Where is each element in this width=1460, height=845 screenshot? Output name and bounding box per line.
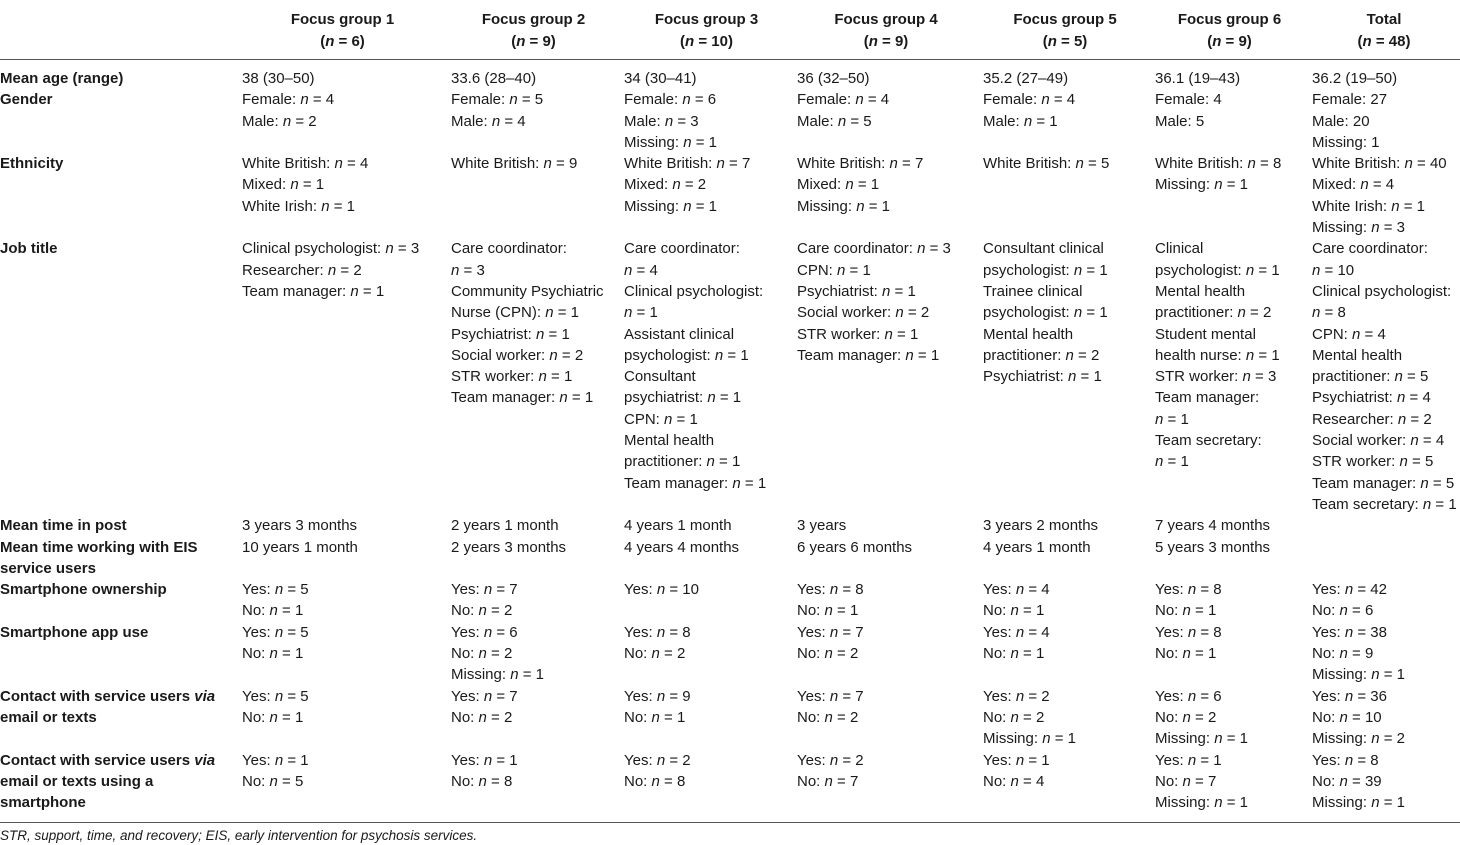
table-cell [1308,153,1460,238]
cell-line: 36 (32–50) [797,70,870,87]
cell-line: n = 1 [1155,453,1189,471]
cell-line: Team manager: n = 1 [242,282,385,300]
cell-line: Yes: n = 1 [983,751,1050,769]
table-cell [793,515,979,536]
cell-line: Team secretary: [1155,432,1262,450]
cell-line: No: n = 7 [797,772,859,790]
table-cell [620,537,793,580]
cell-line: Psychiatrist: n = 4 [1312,389,1431,407]
cell-line: n = 4 [624,261,658,279]
column-n: (n = 9) [863,32,909,50]
cell-line: Missing: n = 1 [1155,794,1248,812]
cell-line: STR worker: n = 5 [1312,453,1434,471]
cell-line: Missing: n = 1 [983,730,1076,748]
cell-line: White British: n = 5 [983,155,1110,173]
cell-line: Male: 20 [1312,112,1370,130]
column-header-2 [447,0,620,60]
cell-line: Researcher: n = 2 [242,261,362,279]
table-cell [979,750,1151,814]
table-cell [238,686,447,750]
cell-line: Missing: 1 [1312,133,1380,151]
column-header-3 [620,0,793,60]
table-cell [979,537,1151,580]
cell-line: Yes: n = 8 [1312,751,1379,769]
table-cell [979,60,1151,90]
cell-line: Female: n = 4 [797,91,890,109]
table-cell [1151,153,1308,238]
cell-line: Missing: n = 1 [797,197,890,215]
cell-line: No: n = 4 [983,772,1045,790]
cell-line: Consultant clinical [983,240,1104,258]
table-cell [620,686,793,750]
cell-line: Yes: n = 1 [1155,751,1222,769]
cell-line: practitioner: n = 1 [624,453,741,471]
cell-line: Missing: n = 1 [1312,666,1405,684]
cell-line: Mixed: n = 4 [1312,176,1395,194]
cell-line: Missing: n = 1 [1155,176,1248,194]
cell-line: Yes: n = 4 [983,581,1050,599]
cell-line: Missing: n = 1 [624,197,717,215]
table-bottom-rule [0,822,1460,823]
cell-line: Mixed: n = 2 [624,176,707,194]
column-header-1 [238,0,447,60]
cell-line: Student mental [1155,325,1256,343]
table-cell [447,515,620,536]
cell-line: CPN: n = 1 [624,410,698,428]
cell-line: Yes: n = 36 [1312,687,1387,705]
cell-line: Clinical psychologist: n = 3 [242,240,420,258]
cell-line: No: n = 1 [983,645,1045,663]
cell-line: White British: n = 9 [451,155,578,173]
table-cell [793,60,979,90]
table-row [0,238,1460,515]
cell-line: Yes: n = 42 [1312,581,1387,599]
cell-line: Female: n = 5 [451,91,544,109]
cell-line: 6 years 6 months [797,538,913,556]
table-cell [1308,537,1460,580]
column-header-5 [979,0,1151,60]
cell-line: Mixed: n = 1 [797,176,880,194]
cell-line: Male: n = 4 [451,112,526,130]
table-cell [1151,515,1308,536]
table-cell [238,515,447,536]
table-cell [1308,579,1460,622]
column-title: Focus group 1 [290,11,395,28]
table-cell [620,622,793,686]
column-n: (n = 10) [680,32,733,50]
cell-line: 35.2 (27–49) [983,70,1069,87]
cell-line: STR worker: n = 1 [797,325,919,343]
cell-line [1312,515,1460,536]
cell-line: Community Psychiatric [451,282,604,300]
cell-line: Female: 4 [1155,91,1222,109]
cell-line: Male: n = 3 [624,112,699,130]
cell-line: No: n = 8 [624,772,686,790]
cell-line: Yes: n = 8 [624,623,691,641]
cell-line: No: n = 8 [451,772,513,790]
cell-line: n = 1 [1155,410,1189,428]
table-cell [979,686,1151,750]
cell-line: 36.1 (19–43) [1155,70,1241,87]
table-cell [447,153,620,238]
table-row [0,89,1460,153]
table-cell [793,579,979,622]
cell-line: CPN: n = 1 [797,261,871,279]
table-cell [979,153,1151,238]
cell-line: White British: n = 7 [624,155,751,173]
table-cell [1308,622,1460,686]
cell-line: White British: n = 4 [242,155,369,173]
cell-line: Missing: n = 1 [451,666,544,684]
cell-line: Yes: n = 8 [797,581,864,599]
cell-line: No: n = 2 [1155,708,1217,726]
cell-line: Missing: n = 1 [1155,730,1248,748]
row-label: Mean age (range) [0,70,124,87]
cell-line: psychologist: n = 1 [983,304,1108,322]
table-cell [979,238,1151,515]
table-cell [979,89,1151,153]
cell-line: 4 years 1 month [624,517,732,535]
cell-line: Care coordinator: n = 3 [797,240,951,258]
table-row [0,515,1460,536]
cell-line: Mental health [624,432,715,450]
cell-line: psychologist: n = 1 [983,261,1108,279]
cell-line: Social worker: n = 2 [797,304,930,322]
table-cell [1151,238,1308,515]
table-row [0,153,1460,238]
cell-line: n = 8 [1312,304,1346,322]
cell-line: No: n = 1 [983,602,1045,620]
cell-line: Yes: n = 2 [624,751,691,769]
cell-line: White British: n = 8 [1155,155,1282,173]
cell-line: psychiatrist: n = 1 [624,389,742,407]
table-cell [1308,686,1460,750]
cell-line: Clinical psychologist: [624,282,764,300]
cell-line: 4 years 4 months [624,538,740,556]
cell-line: No: n = 1 [242,708,304,726]
cell-line: Female: n = 4 [242,91,335,109]
cell-line: Yes: n = 8 [1155,581,1222,599]
cell-line: CPN: n = 4 [1312,325,1386,343]
cell-line: Yes: n = 5 [242,581,309,599]
table-cell [1308,750,1460,814]
cell-line: No: n = 10 [1312,708,1382,726]
cell-line: 3 years 2 months [983,517,1099,535]
cell-line: Nurse (CPN): n = 1 [451,304,579,322]
cell-line: White British: n = 40 [1312,155,1447,173]
table-row [0,686,1460,750]
cell-line: 36.2 (19–50) [1312,70,1398,87]
table-cell [447,238,620,515]
table-cell [620,153,793,238]
cell-line: No: n = 2 [451,645,513,663]
column-header-7 [1308,0,1460,60]
cell-line: Female: 27 [1312,91,1388,109]
column-title: Total [1366,11,1402,28]
table-cell [238,153,447,238]
cell-line: Psychiatrist: n = 1 [797,282,916,300]
cell-line: Care coordinator: [624,240,740,258]
cell-line: practitioner: n = 2 [1155,304,1272,322]
cell-line: Yes: n = 10 [624,581,699,599]
table-cell [979,579,1151,622]
header-row [0,0,1460,60]
cell-line: Consultant [624,368,696,386]
table-cell [620,750,793,814]
table-cell [620,579,793,622]
row-label: Mean time in post [0,517,127,535]
cell-line: practitioner: n = 2 [983,346,1100,364]
cell-line: Social worker: n = 2 [451,346,584,364]
cell-line: Yes: n = 7 [451,581,518,599]
cell-line: n = 10 [1312,261,1355,279]
cell-line: Female: n = 4 [983,91,1076,109]
table-cell [979,622,1151,686]
cell-line: Yes: n = 7 [797,623,864,641]
cell-line: Male: 5 [1155,112,1205,130]
cell-line: No: n = 2 [624,645,686,663]
row-label: Job title [0,240,58,258]
table-cell [1151,89,1308,153]
cell-line: No: n = 2 [983,708,1045,726]
table-cell [447,537,620,580]
cell-line: 2 years 3 months [451,538,567,556]
row-label: Contact with service users via email or texts [0,687,216,726]
cell-line: Yes: n = 5 [242,687,309,705]
cell-line: No: n = 5 [242,772,304,790]
row-label: Ethnicity [0,155,64,173]
row-label: Gender [0,91,53,109]
cell-line: Clinical psychologist: [1312,282,1452,300]
table-cell [238,60,447,90]
cell-line: Female: n = 6 [624,91,717,109]
cell-line: Missing: n = 2 [1312,730,1405,748]
cell-line: Team secretary: n = 1 [1312,495,1457,513]
cell-line: Social worker: n = 4 [1312,432,1445,450]
table-row [0,579,1460,622]
table-cell [238,579,447,622]
table-cell [447,622,620,686]
cell-line: Male: n = 1 [983,112,1058,130]
table-cell [238,622,447,686]
table-cell [793,89,979,153]
cell-line: No: n = 7 [1155,772,1217,790]
cell-line: No: n = 1 [242,602,304,620]
cell-line: White Irish: n = 1 [1312,197,1425,215]
cell-line: Care coordinator: [451,240,567,258]
table-cell [1308,60,1460,90]
table-header [0,0,1460,60]
cell-line: Assistant clinical [624,325,735,343]
cell-line: Team manager: [1155,389,1260,407]
table-cell [1308,89,1460,153]
table-cell [620,238,793,515]
row-label: Smartphone app use [0,623,149,641]
cell-line: Mixed: n = 1 [242,176,325,194]
cell-line: health nurse: n = 1 [1155,346,1280,364]
table-cell [447,579,620,622]
cell-line: No: n = 2 [451,602,513,620]
table-cell [447,686,620,750]
table-cell [979,515,1151,536]
column-n: (n = 48) [1357,32,1411,50]
cell-line: Researcher: n = 2 [1312,410,1432,428]
cell-line: 7 years 4 months [1155,517,1271,535]
table-cell [447,89,620,153]
cell-line: No: n = 1 [242,645,304,663]
cell-line: Yes: n = 4 [983,623,1050,641]
cell-line: n = 1 [624,304,658,322]
column-n: (n = 9) [511,32,556,50]
cell-line: No: n = 2 [797,645,859,663]
table-cell [1151,750,1308,814]
cell-line: White Irish: n = 1 [242,197,355,215]
table-cell [238,89,447,153]
cell-line: STR worker: n = 1 [451,368,573,386]
cell-line: Yes: n = 5 [242,623,309,641]
cell-line: Yes: n = 7 [451,687,518,705]
cell-line: No: n = 9 [1312,645,1374,663]
cell-line: Yes: n = 6 [1155,687,1222,705]
table-cell [793,750,979,814]
cell-line: Yes: n = 8 [1155,623,1222,641]
table-cell [793,153,979,238]
table-cell [1151,537,1308,580]
cell-line: Yes: n = 9 [624,687,691,705]
cell-line: Yes: n = 2 [983,687,1050,705]
table-cell [793,622,979,686]
table-cell [620,60,793,90]
cell-line: psychologist: n = 1 [624,346,749,364]
table-row [0,750,1460,814]
cell-line: Missing: n = 3 [1312,219,1405,237]
cell-line: Male: n = 5 [797,112,872,130]
cell-line: 2 years 1 month [451,517,559,535]
table-cell [793,238,979,515]
cell-line: STR worker: n = 3 [1155,368,1277,386]
cell-line: Missing: n = 1 [1312,794,1405,812]
cell-line: Mental health [1155,282,1246,300]
table-row [0,60,1460,90]
cell-line: Yes: n = 1 [242,751,309,769]
column-title: Focus group 6 [1177,11,1282,28]
cell-line: practitioner: n = 5 [1312,368,1429,386]
column-header-6 [1151,0,1308,60]
cell-line: 4 years 1 month [983,538,1091,556]
cell-line: Team manager: n = 1 [624,474,767,492]
column-title: Focus group 3 [654,11,759,28]
cell-line: 10 years 1 month [242,538,358,556]
cell-line: Clinical [1155,240,1204,258]
cell-line: Mental health [983,325,1074,343]
cell-line: No: n = 2 [797,708,859,726]
table-cell [1151,686,1308,750]
table-cell [1308,238,1460,515]
cell-line: Missing: n = 1 [624,133,717,151]
cell-line: 33.6 (28–40) [451,70,537,87]
cell-line: 3 years 3 months [242,517,358,535]
table-cell [238,537,447,580]
cell-line: Psychiatrist: n = 1 [451,325,570,343]
table-cell [447,750,620,814]
cell-line: No: n = 2 [451,708,513,726]
table-cell [620,89,793,153]
cell-line: 38 (30–50) [242,70,315,87]
column-header-4 [793,0,979,60]
table-cell [793,686,979,750]
cell-line: Yes: n = 38 [1312,623,1387,641]
column-n: (n = 6) [320,32,365,50]
table-cell [793,537,979,580]
header-corner [0,0,238,60]
table-cell [238,750,447,814]
cell-line: No: n = 1 [797,602,859,620]
cell-line: Psychiatrist: n = 1 [983,368,1102,386]
column-title: Focus group 2 [481,11,586,28]
column-n: (n = 9) [1207,32,1252,50]
cell-line: Male: n = 2 [242,112,317,130]
cell-line: White British: n = 7 [797,155,924,173]
cell-line: Mental health [1312,346,1403,364]
cell-line: Yes: n = 1 [451,751,518,769]
cell-line: Yes: n = 7 [797,687,864,705]
table-footnote: STR, support, time, and recovery; EIS, early intervention for psychosis services. [0,828,478,843]
cell-line: No: n = 1 [1155,645,1217,663]
cell-line: No: n = 6 [1312,602,1374,620]
column-n: (n = 5) [1042,32,1088,50]
table-cell [1308,515,1460,536]
row-label: Smartphone ownership [0,581,167,599]
table-row [0,622,1460,686]
cell-line: psychologist: n = 1 [1155,261,1280,279]
table-cell [238,238,447,515]
cell-line: 3 years [797,517,847,535]
cell-line: Yes: n = 2 [797,751,864,769]
cell-line: Trainee clinical [983,282,1083,300]
table-cell [620,515,793,536]
column-title: Focus group 5 [1013,11,1117,28]
column-title: Focus group 4 [834,11,938,28]
row-label: Contact with service users via email or texts using a smartphone [0,751,216,812]
cell-line: Yes: n = 6 [451,623,518,641]
cell-line: n = 3 [451,261,485,279]
cell-line: No: n = 1 [624,708,686,726]
cell-line [1312,537,1460,558]
cell-line: 34 (30–41) [624,70,697,87]
table-body [0,60,1460,814]
table-cell [447,60,620,90]
table-cell [1151,60,1308,90]
row-label: Mean time working with EIS service users [0,538,198,577]
cell-line: No: n = 1 [1155,602,1217,620]
cell-line: 5 years 3 months [1155,538,1271,556]
cell-line: No: n = 39 [1312,772,1382,790]
cell-line: Team manager: n = 5 [1312,474,1455,492]
cell-line: Care coordinator: [1312,240,1428,258]
table-cell [1151,579,1308,622]
cell-line: Team manager: n = 1 [797,346,940,364]
cell-line: Team manager: n = 1 [451,389,594,407]
table-row [0,537,1460,580]
table-cell [1151,622,1308,686]
